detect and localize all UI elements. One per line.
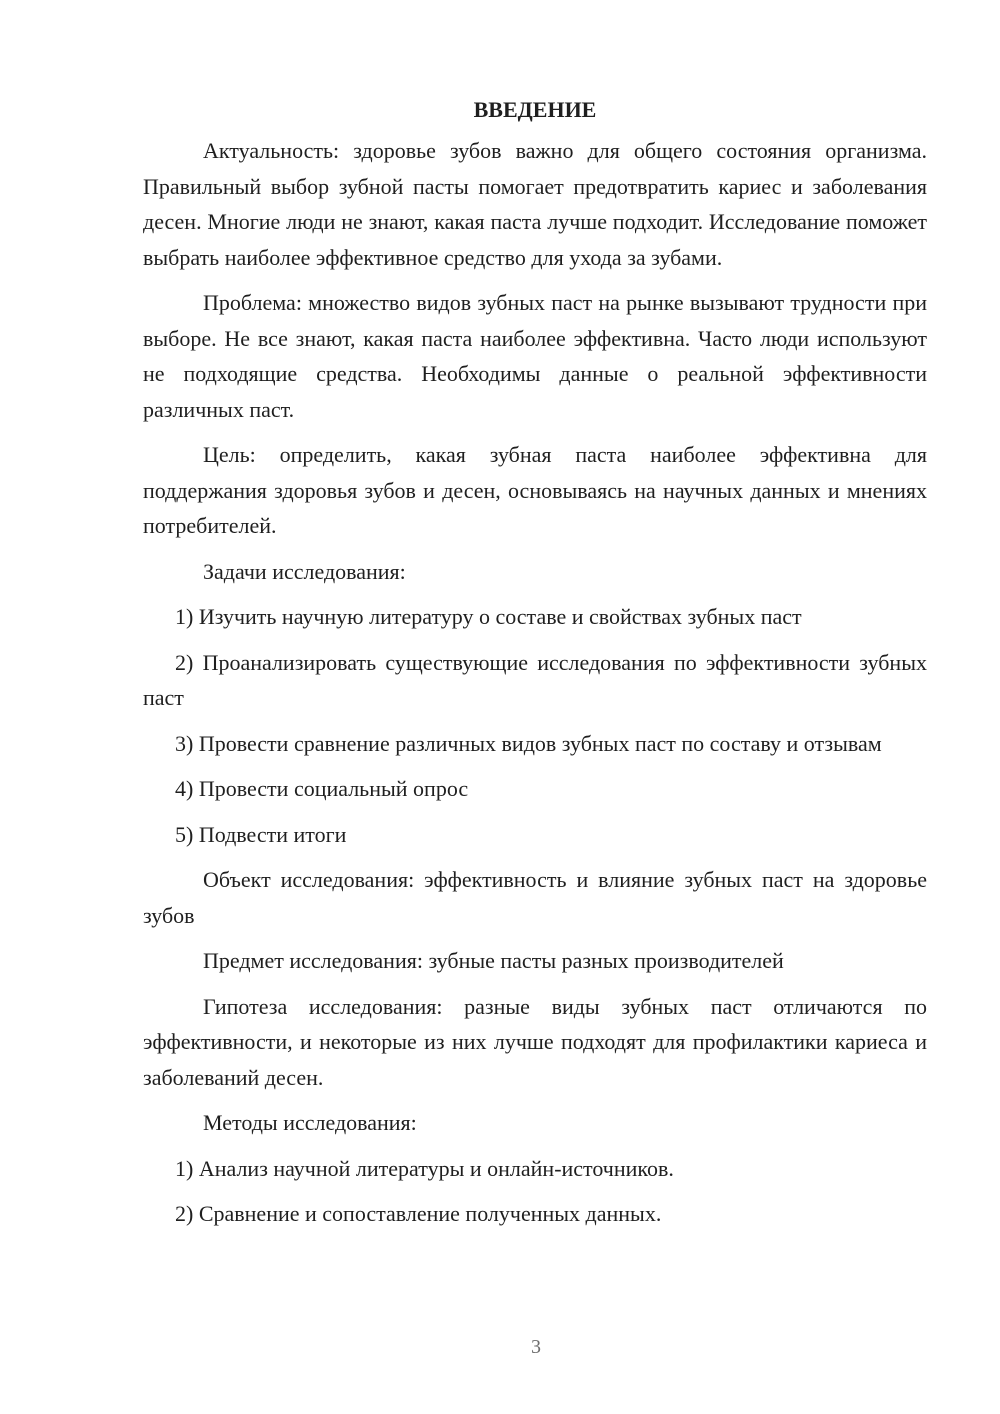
task-item: 1) Изучить научную литературу о составе и свойствах зубных паст — [175, 604, 802, 629]
section-heading: ВВЕДЕНИЕ — [473, 97, 597, 122]
goal-paragraph: Цель: определить, какая зубная паста наиболее эффективна для поддержания здоровья зубов и десен, основываясь на научных данных и мнениях потребителей. — [143, 442, 927, 538]
problem-paragraph: Проблема: множество видов зубных паст на рынке вызывают трудности при выборе. Не все знают, какая паста наиболее эффективна. Часто люди используют не подходящие средства. Необходимы данные о реальной эффективности различных паст. — [143, 290, 927, 422]
task-item: 5) Подвести итоги — [175, 821, 347, 847]
hypothesis-paragraph: Гипотеза исследования: разные виды зубных паст отличаются по эффективности, и некоторые из них лучше подходят для профилактики кариеса и заболеваний десен. — [143, 993, 927, 1090]
task-item: 2) Проанализировать существующие исследования по эффективности зубных паст — [143, 649, 927, 710]
subject-paragraph: Предмет исследования: зубные пасты разных производителей — [203, 948, 784, 973]
method-item: 2) Сравнение и сопоставление полученных данных. — [175, 1201, 662, 1226]
task-item: 3) Провести сравнение различных видов зубных паст по составу и отзывам — [175, 730, 882, 756]
document-body — [143, 92, 927, 1242]
object-paragraph: Объект исследования: эффективность и влияние зубных паст на здоровье зубов — [143, 867, 927, 928]
relevance-paragraph: Актуальность: здоровье зубов важно для общего состояния организма. Правильный выбор зубной пасты помогает предотвратить кариес и заболевания десен. Многие люди не знают, какая паста лучше подходит. Исследование поможет выбрать наиболее эффективное средство для ухода за зубами. — [143, 138, 927, 270]
method-item: 1) Анализ научной литературы и онлайн-источников. — [175, 1155, 674, 1181]
methods-title: Методы исследования: — [203, 1110, 417, 1135]
task-item: 4) Провести социальный опрос — [175, 776, 469, 801]
page-number: 3 — [531, 1336, 541, 1358]
tasks-title: Задачи исследования: — [203, 558, 406, 584]
